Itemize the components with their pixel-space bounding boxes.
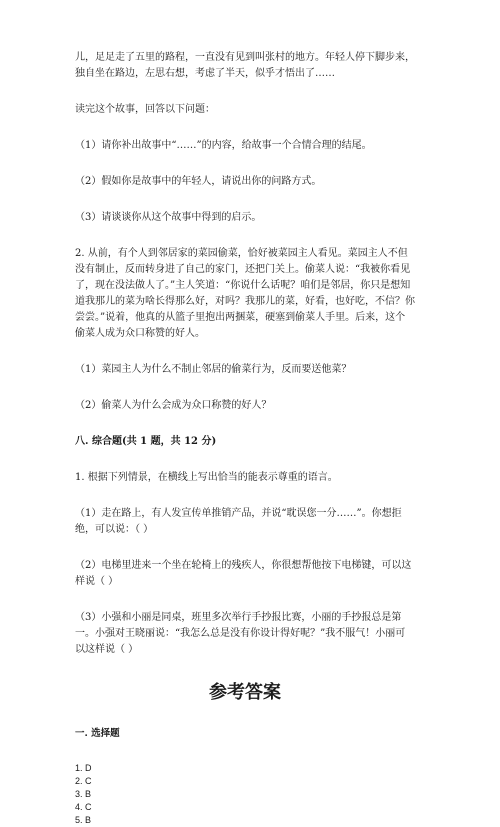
answer-item: 1. D xyxy=(75,763,92,773)
answer-list xyxy=(75,762,415,827)
question-1-2: （2）假如你是故事中的年轻人，请说出你的问路方式。 xyxy=(75,176,322,187)
answers-title: 参考答案 xyxy=(209,682,281,703)
scenario-2: （2）电梯里进来一个坐在轮椅上的残疾人，你很想帮他按下电梯键，可以这样说（ ） xyxy=(75,560,412,587)
answer-item: 5. B xyxy=(75,815,92,825)
section-8-prompt: 1. 根据下列情景，在横线上写出恰当的能表示尊重的语言。 xyxy=(75,472,338,483)
question-2-2: （2）偷菜人为什么会成为众口称赞的好人？ xyxy=(75,400,272,411)
question-1-3: （3）请谈谈你从这个故事中得到的启示。 xyxy=(75,212,262,223)
answer-item: 4. C xyxy=(75,802,92,812)
section-8-title: 八. 综合题(共 1 题，共 12 分) xyxy=(75,436,217,447)
scenario-3: （3）小强和小丽是同桌，班里多次举行手抄报比赛，小丽的手抄报总是第一。小强对王晓丽说：“我怎么总是没有你设计得好呢？”我不服气！小丽可以这样说（ ） xyxy=(75,612,406,655)
answer-item: 3. B xyxy=(75,789,92,799)
scenario-1: （1）走在路上，有人发宣传单推销产品，并说“耽误您一分……”。你想拒绝，可以说：（ ） xyxy=(75,508,402,535)
question-1-1: （1）请你补出故事中“……”的内容，给故事一个合情合理的结尾。 xyxy=(75,140,372,151)
question-2-1: （1）菜园主人为什么不制止邻居的偷菜行为，反而要送他菜？ xyxy=(75,364,352,375)
answer-item: 2. C xyxy=(75,776,92,786)
document-page xyxy=(75,50,415,827)
story-2-paragraph: 2. 从前，有个人到邻居家的菜园偷菜，恰好被菜园主人看见。菜园主人不但没有制止，反而转身进了自己的家门，还把门关上。偷菜人说：“我被你看见了，现在没法做人了。”主人笑道：“你说什么话呢？咱们是邻居，你只是想知道我那儿的菜为啥长得那么好，对吗？我那儿的菜，好看，也好吃，不信？你尝尝。”说着，他真的从篮子里抱出两捆菜，硬塞到偷菜人手里。后来，这个偷菜人成为众口称赞的好人。 xyxy=(75,248,415,339)
answers-section-title: 一. 选择题 xyxy=(75,728,120,739)
story-ending-paragraph: 儿，足足走了五里的路程，一直没有见到叫张村的地方。年轻人停下脚步来，独自坐在路边，左思右想，考虑了半天，似乎才悟出了…… xyxy=(75,52,415,79)
reading-prompt: 读完这个故事，回答以下问题： xyxy=(75,104,215,115)
